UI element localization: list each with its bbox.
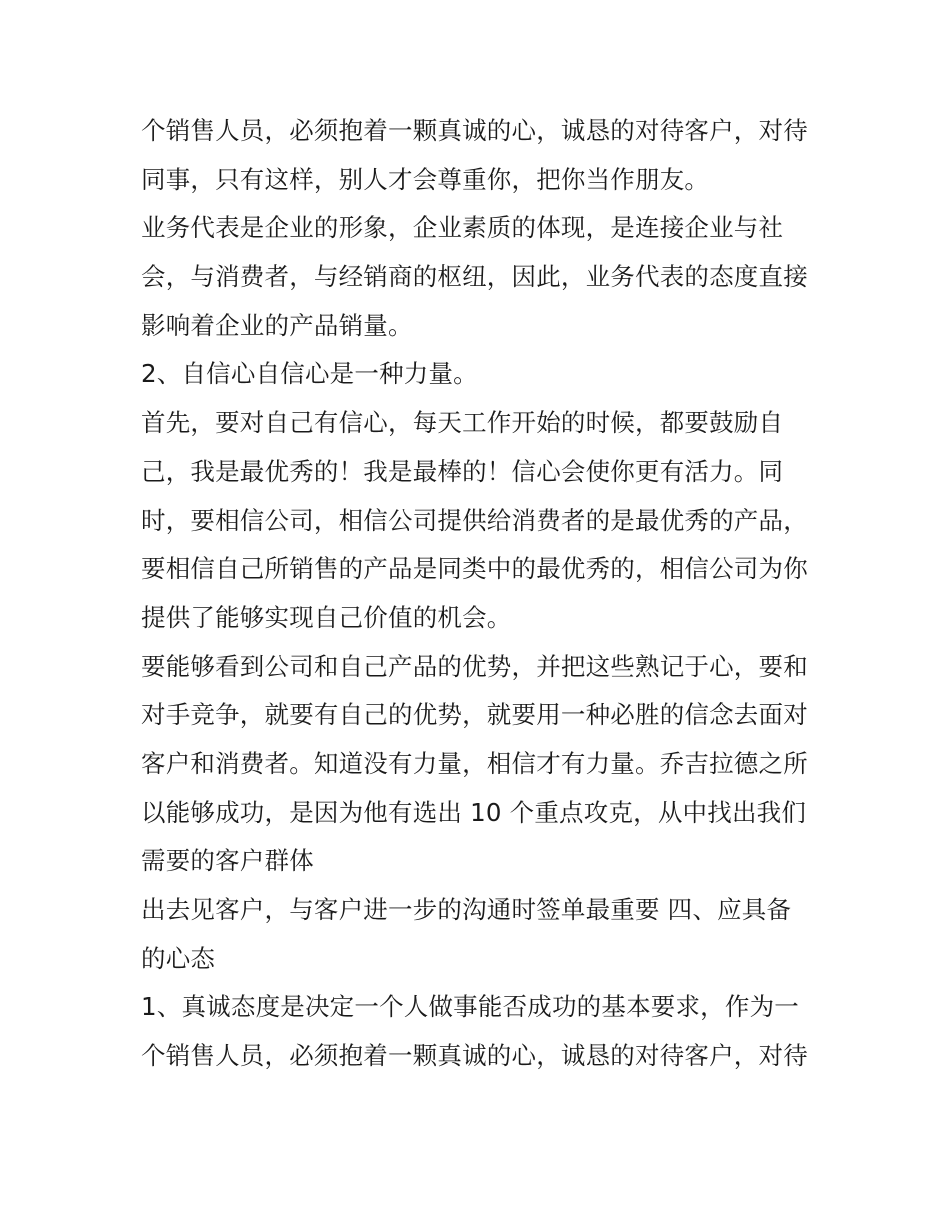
text-line: 会，与消费者，与经销商的枢纽，因此，业务代表的态度直接 (141, 262, 808, 292)
text-line: 同事，只有这样，别人才会尊重你，把你当作朋友。 (141, 164, 710, 194)
text-line: 要能够看到公司和自己产品的优势，并把这些熟记于心，要和 (141, 651, 808, 681)
text-line: 需要的客户群体 (141, 846, 314, 876)
text-line: 1、真诚态度是决定一个人做事能否成功的基本要求，作为一 (141, 992, 799, 1022)
text-line: 以能够成功，是因为他有选出 10 个重点攻克，从中找出我们 (141, 797, 807, 827)
text-line: 业务代表是企业的形象，企业素质的体现，是连接企业与社 (141, 213, 784, 243)
text-line: 出去见客户，与客户进一步的沟通时签单最重要 四、应具备 (141, 895, 792, 924)
text-line: 个销售人员，必须抱着一颗真诚的心，诚恳的对待客户，对待 (141, 116, 808, 145)
text-line: 客户和消费者。知道没有力量，相信才有力量。乔吉拉德之所 (141, 748, 808, 778)
text-line: 个销售人员，必须抱着一颗真诚的心，诚恳的对待客户，对待 (141, 1041, 808, 1071)
text-line: 的心态 (141, 943, 216, 973)
text-line: 时，要相信公司，相信公司提供给消费者的是最优秀的产品， (141, 505, 808, 535)
text-line: 要相信自己所销售的产品是同类中的最优秀的，相信公司为你 (141, 554, 808, 584)
body-text (141, 107, 821, 1081)
text-line: 首先，要对自己有信心，每天工作开始的时候，都要鼓励自 (141, 408, 784, 438)
text-line: 提供了能够实现自己价值的机会。 (141, 602, 512, 632)
text-line: 2、自信心自信心是一种力量。 (141, 359, 478, 389)
text-line: 影响着企业的产品销量。 (141, 310, 413, 340)
text-line: 己，我是最优秀的！我是最棒的！信心会使你更有活力。同 (141, 456, 784, 486)
text-line: 对手竞争，就要有自己的优势，就要用一种必胜的信念去面对 (141, 700, 808, 730)
